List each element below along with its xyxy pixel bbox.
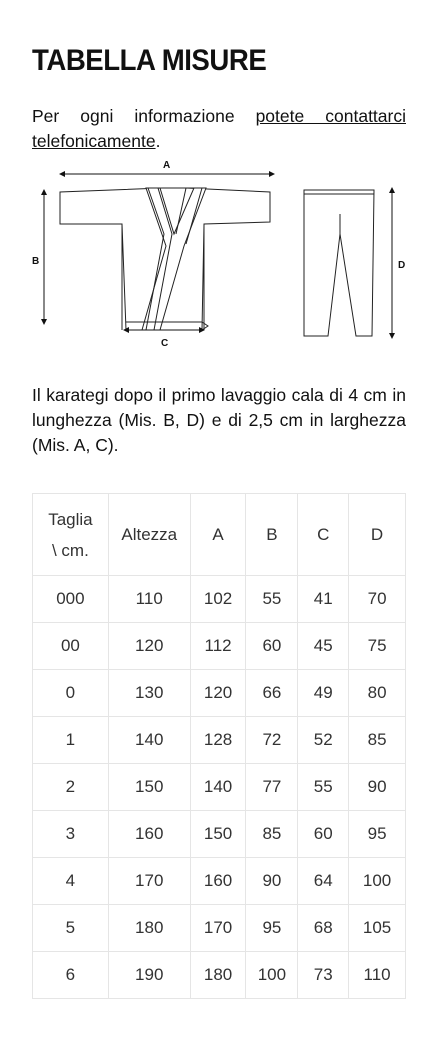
cell-b: 85 [246,811,298,858]
cell-b: 55 [246,576,298,623]
cell-c: 45 [298,623,349,670]
cell-size: 000 [33,576,109,623]
cell-c: 49 [298,670,349,717]
header-size [33,494,109,576]
cell-a: 160 [190,858,246,905]
dimension-b-label: B [32,256,40,267]
cell-size: 3 [33,811,109,858]
dimension-d-label: D [398,260,406,271]
cell-height: 190 [108,952,190,999]
cell-size: 4 [33,858,109,905]
cell-b: 72 [246,717,298,764]
cell-d: 90 [349,764,406,811]
cell-c: 73 [298,952,349,999]
table-row [33,952,406,999]
table-row [33,717,406,764]
pants-illustration [304,190,374,336]
cell-c: 52 [298,717,349,764]
cell-b: 60 [246,623,298,670]
table-row [33,764,406,811]
cell-size: 5 [33,905,109,952]
cell-b: 90 [246,858,298,905]
cell-height: 130 [108,670,190,717]
cell-size: 1 [33,717,109,764]
cell-size: 0 [33,670,109,717]
cell-a: 180 [190,952,246,999]
cell-height: 140 [108,717,190,764]
cell-a: 112 [190,623,246,670]
dimension-c [126,330,202,349]
dimension-b [32,192,44,322]
cell-c: 55 [298,764,349,811]
cell-height: 110 [108,576,190,623]
cell-a: 150 [190,811,246,858]
cell-size: 2 [33,764,109,811]
cell-height: 160 [108,811,190,858]
header-a: A [190,494,246,576]
header-d: D [349,494,406,576]
cell-d: 85 [349,717,406,764]
intro-period: . [155,131,161,151]
cell-d: 75 [349,623,406,670]
cell-b: 100 [246,952,298,999]
dimension-a [62,160,272,174]
table-row [33,905,406,952]
cell-d: 100 [349,858,406,905]
cell-a: 120 [190,670,246,717]
cell-a: 102 [190,576,246,623]
table-row [33,858,406,905]
intro-paragraph [32,104,406,154]
header-b: B [246,494,298,576]
table-header-row [33,494,406,576]
cell-height: 180 [108,905,190,952]
header-c: C [298,494,349,576]
cell-c: 41 [298,576,349,623]
cell-height: 120 [108,623,190,670]
header-size-line1: Taglia [48,509,93,529]
header-height: Altezza [108,494,190,576]
intro-text: Per ogni informazione [32,106,256,126]
table-row [33,576,406,623]
table-row [33,623,406,670]
dimension-a-label: A [163,160,171,171]
cell-d: 70 [349,576,406,623]
karategi-measurement-diagram [26,154,416,358]
cell-height: 170 [108,858,190,905]
cell-c: 64 [298,858,349,905]
dimension-c-label: C [161,338,169,349]
table-row [33,811,406,858]
cell-d: 110 [349,952,406,999]
dimension-d [392,190,405,336]
cell-size: 00 [33,623,109,670]
cell-d: 95 [349,811,406,858]
cell-b: 77 [246,764,298,811]
page-title: TABELLA MISURE [32,44,267,77]
cell-a: 140 [190,764,246,811]
cell-a: 170 [190,905,246,952]
size-table [32,493,406,999]
cell-b: 95 [246,905,298,952]
cell-c: 60 [298,811,349,858]
cell-a: 128 [190,717,246,764]
cell-size: 6 [33,952,109,999]
cell-c: 68 [298,905,349,952]
shrinkage-note: Il karategi dopo il primo lavaggio cala di 4 cm in lunghezza (Mis. B, D) e di 2,5 cm in larghezza (Mis. A, C). [32,385,406,455]
contact-phone-link[interactable]: potete contattarci telefonicamente [32,106,406,151]
cell-d: 80 [349,670,406,717]
jacket-illustration [60,188,270,330]
header-size-line2: \ cm. [51,540,89,560]
cell-b: 66 [246,670,298,717]
table-row [33,670,406,717]
cell-height: 150 [108,764,190,811]
cell-d: 105 [349,905,406,952]
